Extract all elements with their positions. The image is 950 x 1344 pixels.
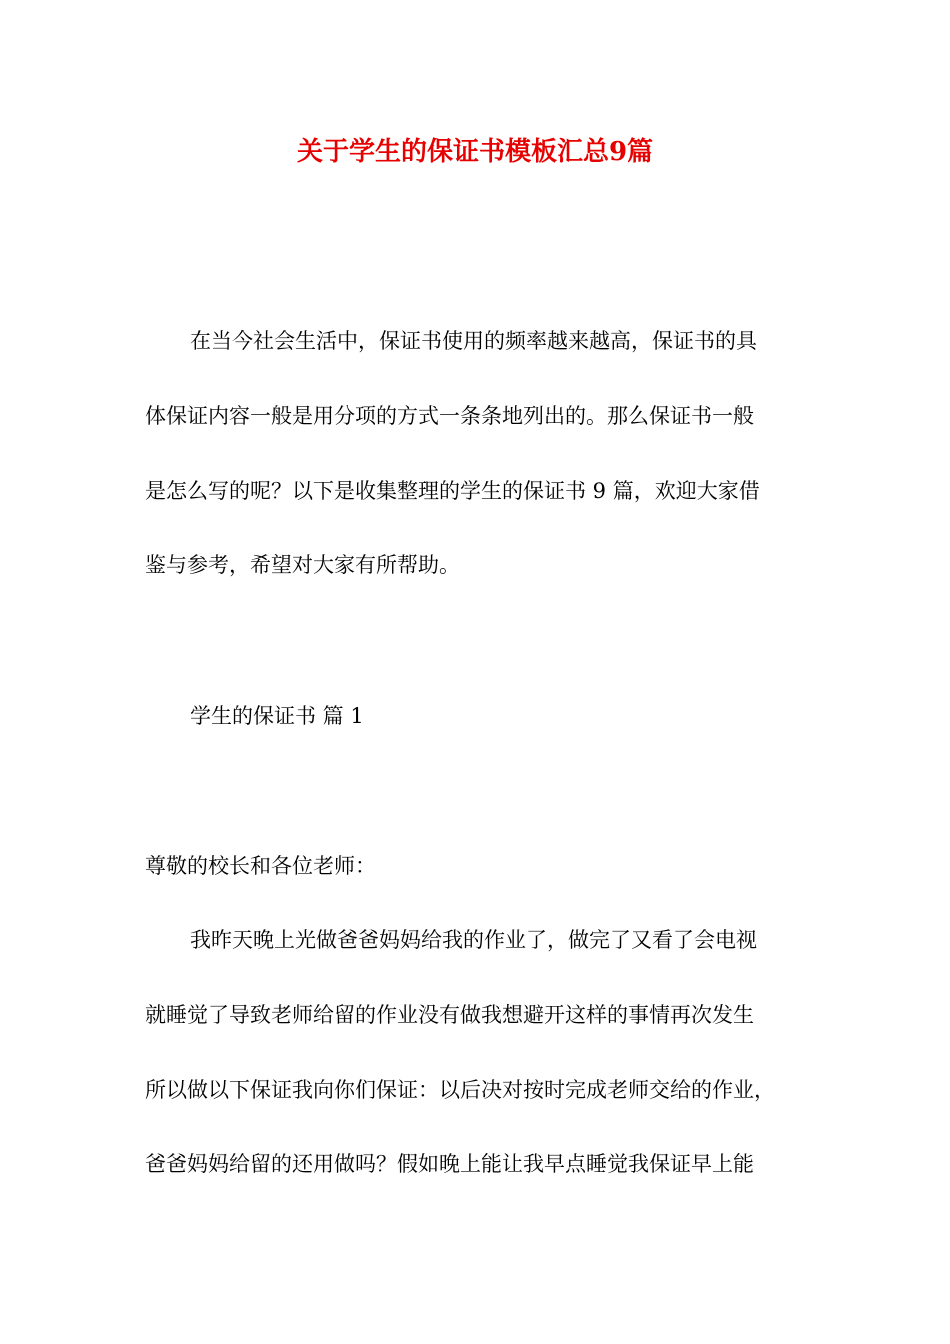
- salutation: 尊敬的校长和各位老师：: [145, 854, 376, 878]
- intro-line-2: 体保证内容一般是用分项的方式一条条地列出的。那么保证书一般: [145, 404, 754, 428]
- body-line-2: 就睡觉了导致老师给留的作业没有做我想避开这样的事情再次发生: [145, 1003, 754, 1027]
- body-line-3: 所以做以下保证我向你们保证：以后决对按时完成老师交给的作业，: [145, 1078, 775, 1102]
- intro-line-3: 是怎么写的呢？以下是收集整理的学生的保证书 9 篇，欢迎大家借: [145, 479, 760, 503]
- document-title: 关于学生的保证书模板汇总9篇: [296, 137, 654, 167]
- intro-line-4: 鉴与参考，希望对大家有所帮助。: [145, 553, 460, 577]
- section-heading: 学生的保证书 篇 1: [190, 704, 364, 728]
- body-line-1: 我昨天晚上光做爸爸妈妈给我的作业了，做完了又看了会电视: [190, 928, 757, 952]
- body-line-4: 爸爸妈妈给留的还用做吗？假如晚上能让我早点睡觉我保证早上能: [145, 1152, 754, 1176]
- intro-line-1: 在当今社会生活中，保证书使用的频率越来越高，保证书的具: [190, 329, 757, 353]
